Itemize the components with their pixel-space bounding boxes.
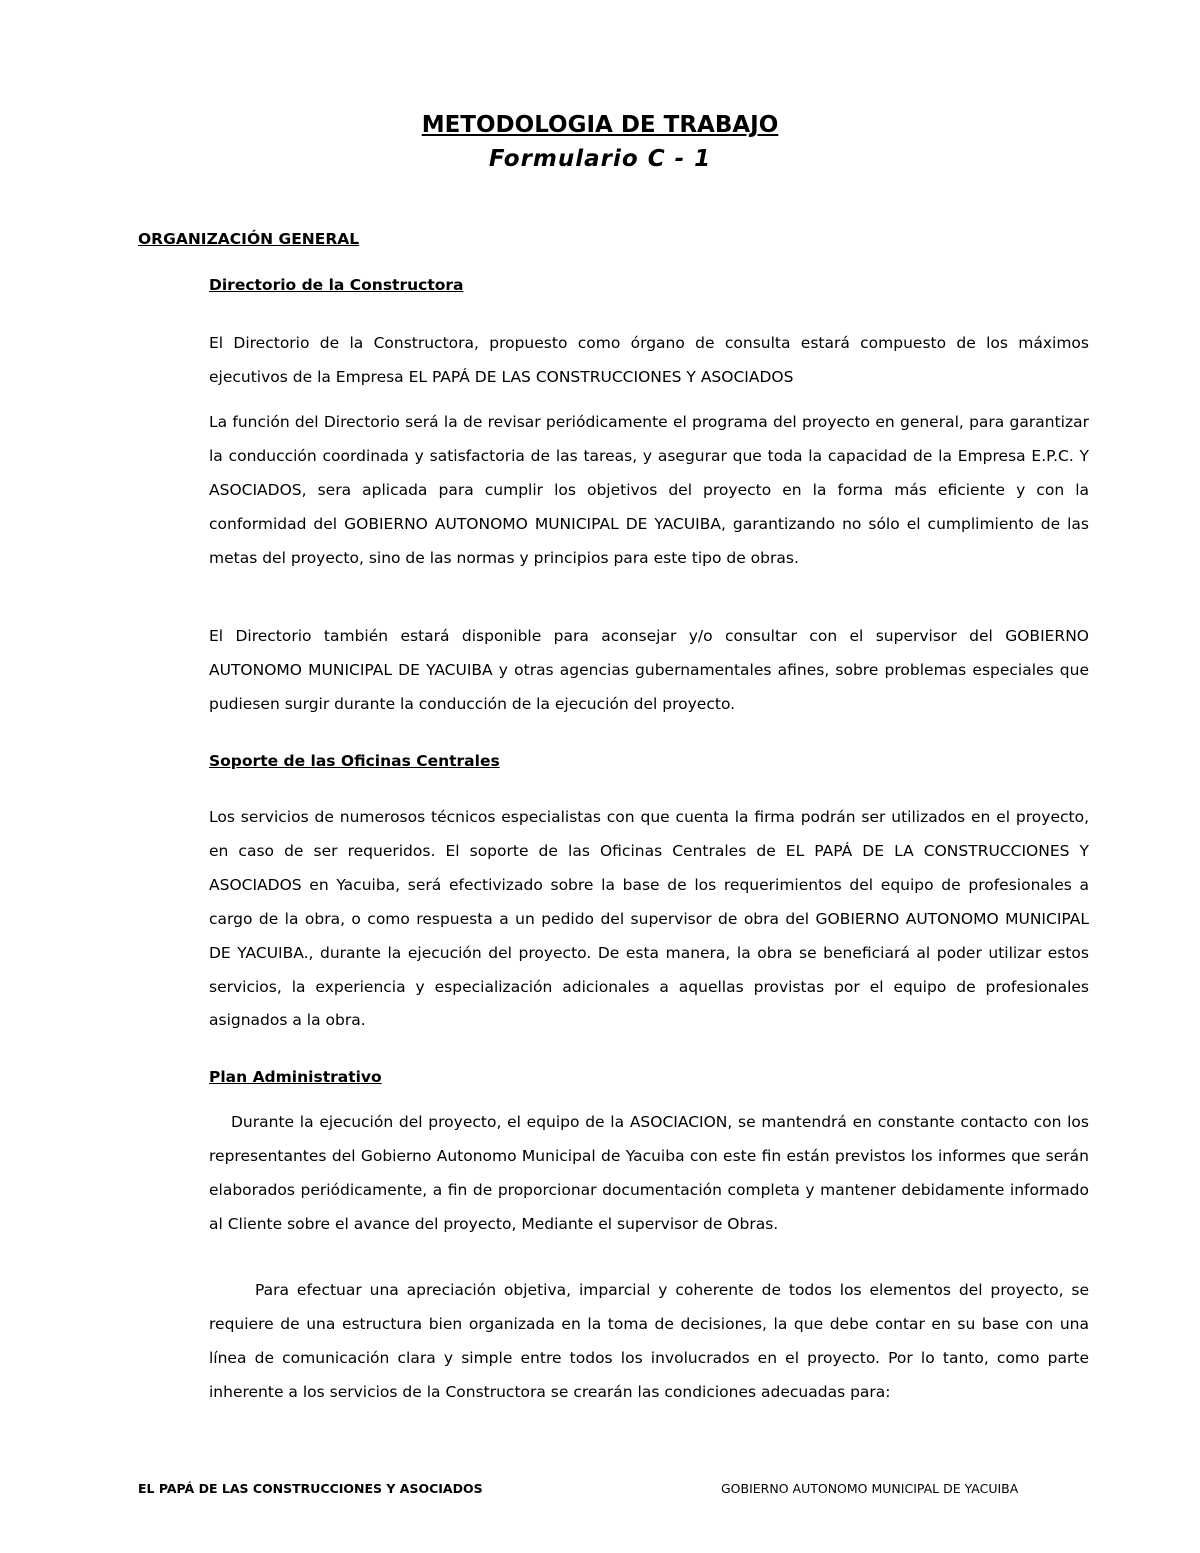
paragraph-directorio-1: El Directorio de la Constructora, propuesto como órgano de consulta estará compuesto de los máximos ejecutivos de la Empresa EL PAPÁ DE LAS CONSTRUCCIONES Y ASOCIADOS (209, 334, 1089, 386)
subsection-heading-soporte: Soporte de las Oficinas Centrales (209, 752, 500, 770)
paragraph-plan-2: Para efectuar una apreciación objetiva, imparcial y coherente de todos los elementos del proyecto, se requiere de una estructura bien organizada en la toma de decisiones, la que debe contar en su base con una línea de comunicación clara y simple entre todos los involucrados en el proyecto. Por lo tanto, como parte inherente a los servicios de la Constructora se crearán las condiciones adecuadas para: (209, 1281, 1089, 1401)
footer-company: EL PAPÁ DE LAS CONSTRUCCIONES Y ASOCIADOS (138, 1481, 483, 1496)
paragraph-directorio-2: La función del Directorio será la de revisar periódicamente el programa del proyecto en general, para garantizar la conducción coordinada y satisfactoria de las tareas, y asegurar que toda la capacidad de la Empresa E.P.C. Y ASOCIADOS, sera aplicada para cumplir los objetivos del proyecto en la forma más eficiente y con la conformidad del GOBIERNO AUTONOMO MUNICIPAL DE YACUIBA, garantizando no sólo el cumplimiento de las metas del proyecto, sino de las normas y principios para este tipo de obras. (209, 413, 1089, 567)
paragraph-directorio-3: El Directorio también estará disponible para aconsejar y/o consultar con el supervisor del GOBIERNO AUTONOMO MUNICIPAL DE YACUIBA y otras agencias gubernamentales afines, sobre problemas especiales que pudiesen surgir durante la conducción de la ejecución del proyecto. (209, 627, 1089, 713)
paragraph-plan-1: Durante la ejecución del proyecto, el equipo de la ASOCIACION, se mantendrá en constante contacto con los representantes del Gobierno Autonomo Municipal de Yacuiba con este fin están previstos los informes que serán elaborados periódicamente, a fin de proporcionar documentación completa y mantener debidamente informado al Cliente sobre el avance del proyecto, Mediante el supervisor de Obras. (209, 1113, 1089, 1233)
document-title: METODOLOGIA DE TRABAJO (421, 112, 779, 138)
subsection-heading-plan: Plan Administrativo (209, 1068, 382, 1086)
section-heading-organizacion: ORGANIZACIÓN GENERAL (138, 230, 360, 248)
paragraph-soporte-1: Los servicios de numerosos técnicos especialistas con que cuenta la firma podrán ser utilizados en el proyecto, en caso de ser requeridos. El soporte de las Oficinas Centrales de EL PAPÁ DE LA CONSTRUCCIONES Y ASOCIADOS en Yacuiba, será efectivizado sobre la base de los requerimientos del equipo de profesionales a cargo de la obra, o como respuesta a un pedido del supervisor de obra del GOBIERNO AUTONOMO MUNICIPAL DE YACUIBA., durante la ejecución del proyecto. De esta manera, la obra se beneficiará al poder utilizar estos servicios, la experiencia y especialización adicionales a aquellas provistas por el equipo de profesionales asignados a la obra. (209, 808, 1089, 1030)
footer-client: GOBIERNO AUTONOMO MUNICIPAL DE YACUIBA (721, 1481, 1019, 1496)
document-subtitle: Formulario C - 1 (488, 146, 712, 172)
subsection-heading-directorio: Directorio de la Constructora (209, 276, 464, 294)
